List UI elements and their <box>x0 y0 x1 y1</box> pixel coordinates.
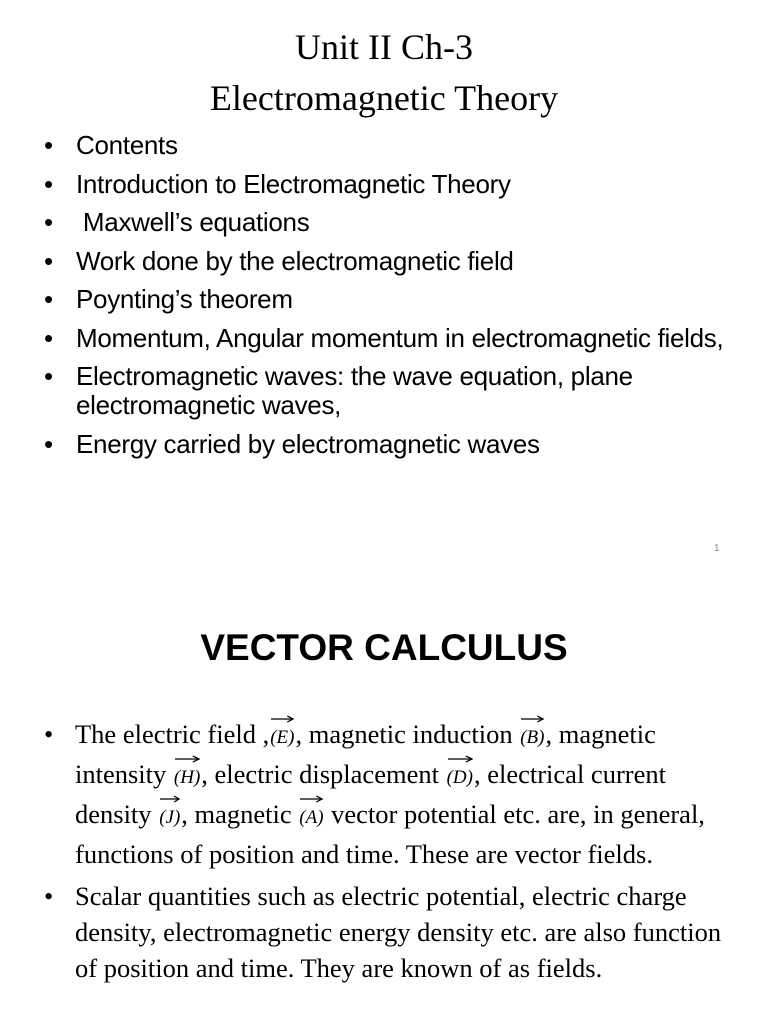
vector-e-symbol: (E) <box>269 720 295 756</box>
slide-title-unit: Unit II Ch-3 <box>295 27 473 67</box>
bullet-icon: • <box>44 719 54 749</box>
bullet-icon: • <box>44 168 53 199</box>
contents-list <box>44 131 744 468</box>
vector-arrow-icon <box>521 715 544 723</box>
list-item: • Electromagnetic waves: the wave equation, plane electromagnetic waves, <box>44 361 633 420</box>
bullet-icon: • <box>44 428 53 459</box>
vector-calculus-list <box>44 716 734 992</box>
list-item: • Energy carried by electromagnetic waves <box>44 428 540 459</box>
bullet-icon: • <box>44 245 53 276</box>
bullet-icon: • <box>44 881 54 911</box>
slide-title-topic: Electromagnetic Theory <box>209 78 559 118</box>
list-item: • Contents <box>44 130 178 160</box>
bullet-icon: • <box>44 322 53 353</box>
bullet-icon: • <box>44 130 53 160</box>
list-item <box>44 878 734 986</box>
vector-a-symbol: (A) <box>298 800 324 836</box>
bullet-icon: • <box>44 284 53 314</box>
bullet-icon: • <box>44 361 53 391</box>
paragraph-text: The electric field , (E), magnetic induction (B), magnetic intensity (H), electric displacement (D), electrical current density (J), magnetic (A) vector potential etc. are, in general, functions of position and time. These are vector fields. <box>75 719 705 869</box>
page-number: 1 <box>714 543 720 554</box>
list-item: • Work done by the electromagnetic field <box>44 245 514 276</box>
list-item: • Maxwell’s equations <box>44 207 310 237</box>
vector-arrow-icon <box>175 755 200 763</box>
vector-j-symbol: (J) <box>158 800 181 836</box>
vector-arrow-icon <box>271 715 294 723</box>
slide-title: VECTOR CALCULUS <box>200 627 568 668</box>
paragraph-text: Scalar quantities such as electric potential, electric charge density, electromagnetic energy density etc. are also function of position and time. They are known of as fields. <box>75 881 722 983</box>
vector-d-symbol: (D) <box>446 760 474 796</box>
vector-arrow-icon <box>160 795 180 803</box>
vector-h-symbol: (H) <box>173 760 201 796</box>
list-item <box>44 716 734 872</box>
list-item: • Poynting’s theorem <box>44 284 293 314</box>
slide-vector-calculus <box>0 590 768 1024</box>
vector-b-symbol: (B) <box>519 720 545 756</box>
bullet-icon: • <box>44 207 53 237</box>
list-item: • Momentum, Angular momentum in electromagnetic fields, <box>44 322 724 353</box>
list-item: • Introduction to Electromagnetic Theory <box>44 168 511 199</box>
vector-arrow-icon <box>300 795 323 803</box>
vector-arrow-icon <box>448 755 473 763</box>
